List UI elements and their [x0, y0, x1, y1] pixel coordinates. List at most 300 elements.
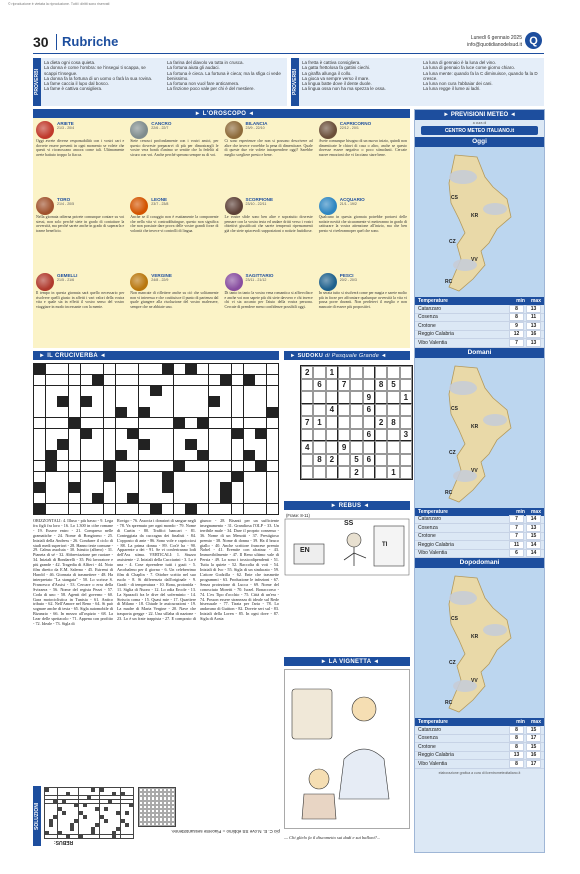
crossword-cell[interactable]: [46, 429, 57, 439]
sudoku-cell[interactable]: [387, 441, 399, 454]
crossword-cell[interactable]: [267, 482, 278, 492]
crossword-cell[interactable]: [81, 450, 92, 460]
crossword-cell[interactable]: [244, 472, 255, 482]
crossword-cell[interactable]: [81, 461, 92, 471]
crossword-cell[interactable]: [92, 439, 103, 449]
crossword-cell[interactable]: [232, 461, 243, 471]
crossword-cell[interactable]: [255, 418, 266, 428]
sudoku-grid[interactable]: [300, 365, 413, 480]
crossword-cell[interactable]: [116, 504, 127, 514]
crossword-cell[interactable]: [244, 493, 255, 503]
crossword-cell[interactable]: [220, 364, 231, 374]
crossword-cell[interactable]: [174, 429, 185, 439]
crossword-cell[interactable]: [57, 364, 68, 374]
crossword-cell[interactable]: [255, 407, 266, 417]
crossword-cell[interactable]: [220, 439, 231, 449]
crossword-cell[interactable]: [185, 450, 196, 460]
sudoku-cell[interactable]: [313, 429, 325, 442]
sudoku-cell[interactable]: [387, 429, 399, 442]
crossword-cell[interactable]: [46, 493, 57, 503]
crossword-cell[interactable]: [81, 407, 92, 417]
crossword-cell[interactable]: [267, 461, 278, 471]
sudoku-cell[interactable]: [301, 391, 313, 404]
crossword-cell[interactable]: [46, 396, 57, 406]
sudoku-cell[interactable]: [350, 366, 362, 379]
crossword-cell[interactable]: [57, 407, 68, 417]
crossword-cell[interactable]: [116, 364, 127, 374]
crossword-cell[interactable]: [220, 450, 231, 460]
crossword-cell[interactable]: [174, 493, 185, 503]
sudoku-cell[interactable]: [375, 366, 387, 379]
crossword-cell[interactable]: [267, 375, 278, 385]
crossword-cell[interactable]: [244, 504, 255, 514]
crossword-cell[interactable]: [116, 472, 127, 482]
crossword-cell[interactable]: [209, 461, 220, 471]
sudoku-cell[interactable]: [400, 404, 412, 417]
crossword-cell[interactable]: [185, 472, 196, 482]
sudoku-cell[interactable]: [400, 466, 412, 479]
sudoku-cell[interactable]: [375, 404, 387, 417]
crossword-cell[interactable]: [104, 364, 115, 374]
sudoku-cell[interactable]: [350, 441, 362, 454]
crossword-cell[interactable]: [81, 375, 92, 385]
crossword-cell[interactable]: [127, 482, 138, 492]
sudoku-cell[interactable]: [350, 416, 362, 429]
sudoku-cell[interactable]: [400, 379, 412, 392]
crossword-cell[interactable]: [267, 439, 278, 449]
sudoku-cell[interactable]: [363, 379, 375, 392]
crossword-cell[interactable]: [116, 375, 127, 385]
crossword-cell[interactable]: [267, 504, 278, 514]
sudoku-cell[interactable]: [326, 466, 338, 479]
crossword-cell[interactable]: [162, 407, 173, 417]
crossword-cell[interactable]: [209, 472, 220, 482]
crossword-cell[interactable]: [34, 418, 45, 428]
crossword-cell[interactable]: [174, 375, 185, 385]
sudoku-cell[interactable]: [301, 404, 313, 417]
crossword-cell[interactable]: [104, 418, 115, 428]
crossword-cell[interactable]: [209, 429, 220, 439]
crossword-cell[interactable]: [232, 407, 243, 417]
crossword-cell[interactable]: [81, 364, 92, 374]
crossword-cell[interactable]: [197, 407, 208, 417]
crossword-cell[interactable]: [150, 375, 161, 385]
crossword-cell[interactable]: [81, 472, 92, 482]
crossword-cell[interactable]: [244, 461, 255, 471]
crossword-cell[interactable]: [197, 386, 208, 396]
crossword-cell[interactable]: [267, 493, 278, 503]
crossword-cell[interactable]: [209, 439, 220, 449]
crossword-cell[interactable]: [81, 504, 92, 514]
crossword-cell[interactable]: [81, 439, 92, 449]
crossword-cell[interactable]: [174, 439, 185, 449]
sudoku-cell[interactable]: [350, 391, 362, 404]
crossword-cell[interactable]: [174, 504, 185, 514]
crossword-cell[interactable]: [150, 429, 161, 439]
sudoku-cell[interactable]: [387, 366, 399, 379]
sudoku-cell[interactable]: [400, 441, 412, 454]
crossword-cell[interactable]: [139, 504, 150, 514]
crossword-cell[interactable]: [46, 364, 57, 374]
crossword-cell[interactable]: [34, 493, 45, 503]
crossword-cell[interactable]: [116, 461, 127, 471]
crossword-cell[interactable]: [267, 386, 278, 396]
crossword-cell[interactable]: [92, 407, 103, 417]
crossword-cell[interactable]: [92, 418, 103, 428]
crossword-cell[interactable]: [185, 407, 196, 417]
sudoku-cell[interactable]: [375, 429, 387, 442]
crossword-cell[interactable]: [46, 439, 57, 449]
crossword-cell[interactable]: [116, 439, 127, 449]
crossword-cell[interactable]: [255, 439, 266, 449]
crossword-cell[interactable]: [209, 364, 220, 374]
crossword-cell[interactable]: [116, 429, 127, 439]
sudoku-cell[interactable]: [338, 466, 350, 479]
sudoku-cell[interactable]: [350, 404, 362, 417]
crossword-cell[interactable]: [232, 439, 243, 449]
sudoku-cell[interactable]: [363, 366, 375, 379]
crossword-cell[interactable]: [220, 504, 231, 514]
crossword-cell[interactable]: [197, 472, 208, 482]
sudoku-cell[interactable]: [313, 366, 325, 379]
crossword-cell[interactable]: [57, 386, 68, 396]
crossword-cell[interactable]: [34, 472, 45, 482]
crossword-cell[interactable]: [267, 472, 278, 482]
sudoku-cell[interactable]: [301, 466, 313, 479]
sudoku-cell[interactable]: [350, 429, 362, 442]
crossword-cell[interactable]: [69, 396, 80, 406]
crossword-cell[interactable]: [139, 375, 150, 385]
crossword-cell[interactable]: [244, 429, 255, 439]
crossword-cell[interactable]: [185, 386, 196, 396]
crossword-cell[interactable]: [162, 461, 173, 471]
crossword-cell[interactable]: [174, 482, 185, 492]
crossword-cell[interactable]: [185, 493, 196, 503]
crossword-cell[interactable]: [69, 493, 80, 503]
crossword-cell[interactable]: [92, 364, 103, 374]
crossword-cell[interactable]: [127, 364, 138, 374]
crossword-cell[interactable]: [92, 450, 103, 460]
crossword-cell[interactable]: [209, 493, 220, 503]
crossword-cell[interactable]: [34, 439, 45, 449]
crossword-cell[interactable]: [139, 482, 150, 492]
crossword-cell[interactable]: [69, 439, 80, 449]
crossword-cell[interactable]: [244, 439, 255, 449]
crossword-grid[interactable]: [33, 363, 279, 515]
crossword-cell[interactable]: [255, 386, 266, 396]
crossword-cell[interactable]: [92, 386, 103, 396]
crossword-cell[interactable]: [255, 472, 266, 482]
crossword-cell[interactable]: [69, 450, 80, 460]
crossword-cell[interactable]: [220, 472, 231, 482]
crossword-cell[interactable]: [104, 493, 115, 503]
crossword-cell[interactable]: [34, 386, 45, 396]
crossword-cell[interactable]: [150, 450, 161, 460]
crossword-cell[interactable]: [255, 504, 266, 514]
crossword-cell[interactable]: [220, 418, 231, 428]
crossword-cell[interactable]: [116, 493, 127, 503]
crossword-cell[interactable]: [220, 461, 231, 471]
crossword-cell[interactable]: [127, 386, 138, 396]
sudoku-cell[interactable]: [387, 404, 399, 417]
crossword-cell[interactable]: [174, 407, 185, 417]
crossword-cell[interactable]: [116, 386, 127, 396]
crossword-cell[interactable]: [255, 450, 266, 460]
crossword-cell[interactable]: [209, 375, 220, 385]
crossword-cell[interactable]: [267, 418, 278, 428]
sudoku-cell[interactable]: [326, 379, 338, 392]
crossword-cell[interactable]: [139, 429, 150, 439]
sudoku-cell[interactable]: [387, 454, 399, 467]
crossword-cell[interactable]: [197, 493, 208, 503]
crossword-cell[interactable]: [197, 439, 208, 449]
crossword-cell[interactable]: [150, 472, 161, 482]
crossword-cell[interactable]: [69, 364, 80, 374]
crossword-cell[interactable]: [69, 386, 80, 396]
crossword-cell[interactable]: [244, 364, 255, 374]
sudoku-cell[interactable]: [301, 379, 313, 392]
crossword-cell[interactable]: [139, 472, 150, 482]
crossword-cell[interactable]: [197, 364, 208, 374]
crossword-cell[interactable]: [57, 429, 68, 439]
crossword-cell[interactable]: [139, 364, 150, 374]
crossword-cell[interactable]: [185, 396, 196, 406]
crossword-cell[interactable]: [57, 472, 68, 482]
crossword-cell[interactable]: [127, 439, 138, 449]
sudoku-cell[interactable]: [313, 441, 325, 454]
crossword-cell[interactable]: [244, 482, 255, 492]
crossword-cell[interactable]: [139, 396, 150, 406]
crossword-cell[interactable]: [150, 364, 161, 374]
sudoku-cell[interactable]: [400, 454, 412, 467]
crossword-cell[interactable]: [150, 482, 161, 492]
crossword-cell[interactable]: [139, 386, 150, 396]
sudoku-cell[interactable]: [313, 466, 325, 479]
crossword-cell[interactable]: [127, 504, 138, 514]
crossword-cell[interactable]: [267, 396, 278, 406]
crossword-cell[interactable]: [92, 472, 103, 482]
crossword-cell[interactable]: [162, 493, 173, 503]
crossword-cell[interactable]: [46, 472, 57, 482]
crossword-cell[interactable]: [150, 418, 161, 428]
crossword-cell[interactable]: [57, 418, 68, 428]
crossword-cell[interactable]: [57, 375, 68, 385]
crossword-cell[interactable]: [116, 396, 127, 406]
crossword-cell[interactable]: [209, 407, 220, 417]
crossword-cell[interactable]: [162, 504, 173, 514]
crossword-cell[interactable]: [92, 429, 103, 439]
crossword-cell[interactable]: [69, 472, 80, 482]
crossword-cell[interactable]: [127, 375, 138, 385]
crossword-cell[interactable]: [69, 461, 80, 471]
sudoku-cell[interactable]: [313, 391, 325, 404]
crossword-cell[interactable]: [232, 450, 243, 460]
crossword-cell[interactable]: [150, 493, 161, 503]
crossword-cell[interactable]: [185, 482, 196, 492]
crossword-cell[interactable]: [232, 482, 243, 492]
crossword-cell[interactable]: [255, 375, 266, 385]
crossword-cell[interactable]: [104, 407, 115, 417]
crossword-cell[interactable]: [104, 439, 115, 449]
sudoku-cell[interactable]: [375, 454, 387, 467]
crossword-cell[interactable]: [232, 504, 243, 514]
crossword-cell[interactable]: [127, 472, 138, 482]
sudoku-cell[interactable]: [326, 391, 338, 404]
crossword-cell[interactable]: [162, 450, 173, 460]
crossword-cell[interactable]: [244, 418, 255, 428]
crossword-cell[interactable]: [255, 482, 266, 492]
sudoku-cell[interactable]: [338, 454, 350, 467]
crossword-cell[interactable]: [162, 386, 173, 396]
crossword-cell[interactable]: [162, 439, 173, 449]
crossword-cell[interactable]: [57, 493, 68, 503]
crossword-cell[interactable]: [46, 375, 57, 385]
crossword-cell[interactable]: [232, 418, 243, 428]
crossword-cell[interactable]: [232, 375, 243, 385]
crossword-cell[interactable]: [174, 396, 185, 406]
crossword-cell[interactable]: [150, 461, 161, 471]
crossword-cell[interactable]: [34, 450, 45, 460]
crossword-cell[interactable]: [244, 386, 255, 396]
crossword-cell[interactable]: [150, 407, 161, 417]
crossword-cell[interactable]: [34, 396, 45, 406]
crossword-cell[interactable]: [150, 396, 161, 406]
crossword-cell[interactable]: [162, 396, 173, 406]
crossword-cell[interactable]: [127, 418, 138, 428]
crossword-cell[interactable]: [92, 461, 103, 471]
crossword-cell[interactable]: [34, 407, 45, 417]
crossword-cell[interactable]: [46, 386, 57, 396]
crossword-cell[interactable]: [209, 450, 220, 460]
crossword-cell[interactable]: [174, 450, 185, 460]
crossword-cell[interactable]: [209, 386, 220, 396]
crossword-cell[interactable]: [69, 407, 80, 417]
crossword-cell[interactable]: [139, 450, 150, 460]
crossword-cell[interactable]: [162, 429, 173, 439]
sudoku-cell[interactable]: [338, 391, 350, 404]
sudoku-cell[interactable]: [363, 441, 375, 454]
crossword-cell[interactable]: [127, 407, 138, 417]
crossword-cell[interactable]: [232, 493, 243, 503]
sudoku-cell[interactable]: [363, 416, 375, 429]
crossword-cell[interactable]: [104, 386, 115, 396]
sudoku-cell[interactable]: [326, 429, 338, 442]
sudoku-cell[interactable]: [338, 366, 350, 379]
crossword-cell[interactable]: [255, 364, 266, 374]
crossword-cell[interactable]: [104, 482, 115, 492]
sudoku-cell[interactable]: [338, 429, 350, 442]
crossword-cell[interactable]: [116, 418, 127, 428]
crossword-cell[interactable]: [232, 364, 243, 374]
crossword-cell[interactable]: [209, 504, 220, 514]
crossword-cell[interactable]: [104, 504, 115, 514]
crossword-cell[interactable]: [46, 504, 57, 514]
sudoku-cell[interactable]: [400, 416, 412, 429]
crossword-cell[interactable]: [255, 396, 266, 406]
crossword-cell[interactable]: [81, 418, 92, 428]
crossword-cell[interactable]: [116, 482, 127, 492]
crossword-cell[interactable]: [81, 386, 92, 396]
crossword-cell[interactable]: [209, 418, 220, 428]
crossword-cell[interactable]: [57, 504, 68, 514]
crossword-cell[interactable]: [139, 461, 150, 471]
crossword-cell[interactable]: [104, 375, 115, 385]
crossword-cell[interactable]: [34, 461, 45, 471]
crossword-cell[interactable]: [174, 472, 185, 482]
crossword-cell[interactable]: [127, 461, 138, 471]
crossword-cell[interactable]: [185, 429, 196, 439]
crossword-cell[interactable]: [139, 418, 150, 428]
crossword-cell[interactable]: [267, 429, 278, 439]
crossword-cell[interactable]: [34, 375, 45, 385]
crossword-cell[interactable]: [69, 375, 80, 385]
crossword-cell[interactable]: [81, 493, 92, 503]
crossword-cell[interactable]: [197, 375, 208, 385]
crossword-cell[interactable]: [150, 439, 161, 449]
crossword-cell[interactable]: [267, 364, 278, 374]
crossword-cell[interactable]: [127, 396, 138, 406]
crossword-cell[interactable]: [57, 450, 68, 460]
sudoku-cell[interactable]: [400, 366, 412, 379]
sudoku-cell[interactable]: [326, 416, 338, 429]
crossword-cell[interactable]: [220, 396, 231, 406]
crossword-cell[interactable]: [92, 504, 103, 514]
sudoku-cell[interactable]: [375, 391, 387, 404]
crossword-cell[interactable]: [174, 364, 185, 374]
crossword-cell[interactable]: [209, 482, 220, 492]
crossword-cell[interactable]: [185, 461, 196, 471]
crossword-cell[interactable]: [34, 429, 45, 439]
sudoku-cell[interactable]: [301, 454, 313, 467]
crossword-cell[interactable]: [255, 493, 266, 503]
crossword-cell[interactable]: [46, 418, 57, 428]
crossword-cell[interactable]: [197, 461, 208, 471]
sudoku-cell[interactable]: [363, 466, 375, 479]
crossword-cell[interactable]: [92, 482, 103, 492]
crossword-cell[interactable]: [244, 407, 255, 417]
crossword-cell[interactable]: [81, 482, 92, 492]
crossword-cell[interactable]: [197, 504, 208, 514]
crossword-cell[interactable]: [174, 386, 185, 396]
sudoku-cell[interactable]: [313, 404, 325, 417]
crossword-cell[interactable]: [69, 504, 80, 514]
crossword-cell[interactable]: [162, 418, 173, 428]
sudoku-cell[interactable]: [338, 416, 350, 429]
crossword-cell[interactable]: [185, 418, 196, 428]
crossword-cell[interactable]: [92, 396, 103, 406]
crossword-cell[interactable]: [57, 482, 68, 492]
crossword-cell[interactable]: [220, 429, 231, 439]
crossword-cell[interactable]: [244, 396, 255, 406]
sudoku-cell[interactable]: [387, 391, 399, 404]
crossword-cell[interactable]: [69, 429, 80, 439]
crossword-cell[interactable]: [267, 450, 278, 460]
crossword-cell[interactable]: [139, 493, 150, 503]
crossword-cell[interactable]: [46, 482, 57, 492]
crossword-cell[interactable]: [104, 450, 115, 460]
crossword-cell[interactable]: [185, 375, 196, 385]
sudoku-cell[interactable]: [350, 379, 362, 392]
crossword-cell[interactable]: [197, 482, 208, 492]
crossword-cell[interactable]: [232, 386, 243, 396]
crossword-cell[interactable]: [220, 407, 231, 417]
crossword-cell[interactable]: [220, 386, 231, 396]
sudoku-cell[interactable]: [375, 466, 387, 479]
sudoku-cell[interactable]: [326, 441, 338, 454]
crossword-cell[interactable]: [57, 461, 68, 471]
crossword-cell[interactable]: [104, 396, 115, 406]
crossword-cell[interactable]: [104, 429, 115, 439]
